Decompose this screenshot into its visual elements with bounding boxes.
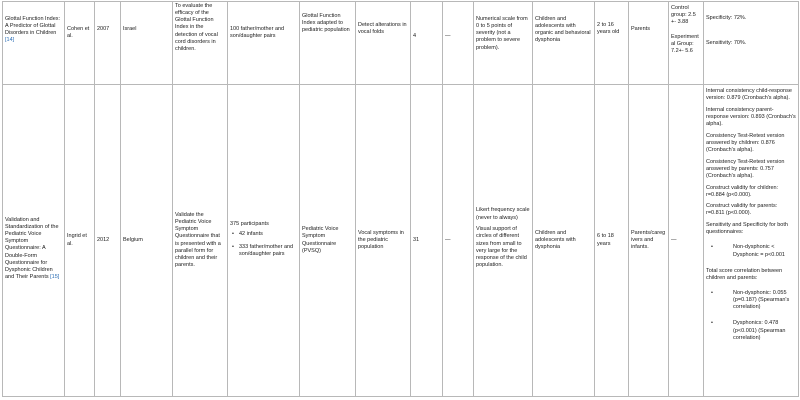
bullet-icon: • xyxy=(711,244,713,251)
year-cell: 2007 xyxy=(95,2,121,85)
study-title-cell xyxy=(3,2,65,85)
result-item: Sensitivity and Specificity for both questionnaires: xyxy=(706,222,788,236)
participants-count: 375 participants xyxy=(230,220,269,227)
study-title: Glottal Function Index: A Predictor of Glottal Disorders in Children xyxy=(5,16,61,37)
bullet-icon: • xyxy=(711,289,713,296)
result-item: Consistency Test-Retest version answered by children: 0.876 (Cronbach's alpha). xyxy=(706,132,785,153)
scale-likert: Likert frequency scale (never to always) xyxy=(476,207,530,221)
table-row xyxy=(3,2,799,85)
year-cell: 2012 xyxy=(95,85,121,397)
list-item xyxy=(706,290,796,311)
country-cell: Israel xyxy=(121,2,173,85)
participants-cell xyxy=(228,85,300,397)
respondent-cell: Parents xyxy=(629,2,669,85)
author-cell: Ingrid et al. xyxy=(65,85,95,397)
studies-table xyxy=(2,1,799,397)
study-title: Validation and Standardization of the Pediatric Voice Symptom Questionnaire: A Double-Form Questionnaire for Dysphonic Children and Their Parents xyxy=(5,216,59,280)
list-item: • 42 infants xyxy=(239,231,297,238)
instrument-cell: Pediatric Voice Symptom Questionnaire (PVSQ) xyxy=(300,85,356,397)
respondent-cell: Parents/caregivers and infants. xyxy=(629,85,669,397)
reference-link[interactable]: [14] xyxy=(5,37,15,44)
items-cell: 4 xyxy=(411,2,443,85)
participants-cell: 100 father/mother and son/daughter pairs xyxy=(228,2,300,85)
items-cell: 31 xyxy=(411,85,443,397)
author-cell: Cohen et al. xyxy=(65,2,95,85)
result-item: Construct validity for parents: r=0.811 (p<0.000). xyxy=(706,203,778,217)
scale-cell xyxy=(474,85,533,397)
scale-cell: Numerical scale from 0 to 5 points of severity (not a problem to severe problem). xyxy=(474,2,533,85)
list-item: • 333 father/mother and son/daughter pairs xyxy=(239,244,297,258)
instrument-cell: Glottal Function Index adapted to pediatric population xyxy=(300,2,356,85)
result-item: Internal consistency child-response version: 0.879 (Cronbach's alpha). xyxy=(706,88,792,102)
scores-cell: Control group: 2.5 +- 3.88 Experimental Group: 7.2+- 5.6 xyxy=(669,2,704,85)
dash-cell: — xyxy=(443,2,474,85)
participants-list xyxy=(230,231,297,258)
study-title-cell xyxy=(3,85,65,397)
scores-cell: — xyxy=(669,85,704,397)
result-item: Internal consistency parent-response version: 0.893 (Cronbach's alpha). xyxy=(706,106,796,128)
reference-link[interactable]: [15] xyxy=(50,273,60,280)
result-item: Total score correlation between children and parents: xyxy=(706,267,783,281)
dash-cell: — xyxy=(443,85,474,397)
purpose-cell: Detect alterations in vocal folds xyxy=(356,2,411,85)
list-item xyxy=(706,320,796,341)
result-bullet-text: Dysphonics: 0.478 (p<0.001) (Spearman correlation) xyxy=(733,320,786,341)
list-item xyxy=(706,244,796,258)
population-cell: Children and adolescents with organic and behavioral dysphonia xyxy=(533,2,595,85)
scale-visual: Visual support of circles of different sizes from small to very large for the response of the child population. xyxy=(476,226,527,268)
result-item: Consistency Test-Retest version answered by parents: 0.757 (Cronbach's alpha). xyxy=(706,158,785,179)
objective-cell: To evaluate the efficacy of the Glottal Function Index in the detection of vocal cord disorders in children. xyxy=(173,2,228,85)
bullet-icon: • xyxy=(711,320,713,327)
result-bullet-text: Non-dysphonic: 0.055 (p=0.187) (Spearman's correlation) xyxy=(733,289,790,311)
results-cell xyxy=(704,85,799,397)
age-cell: 6 to 18 years xyxy=(595,85,629,397)
age-cell: 2 to 16 years old xyxy=(595,2,629,85)
result-bullet-text: Non-dysphonic < Dysphonic = p<0.001 xyxy=(733,244,785,258)
population-cell: Children and adolescents with dysphonia xyxy=(533,85,595,397)
objective-cell: Validate the Pediatric Voice Symptom Questionnaire that is presented with a parallel form for children and their parents. xyxy=(173,85,228,397)
specificity-text: Specificity: 72%. xyxy=(706,15,747,21)
result-item: Construct validity for children: r=0.884 (p<0.000). xyxy=(706,184,779,198)
results-cell xyxy=(704,2,799,85)
table-row xyxy=(3,85,799,397)
purpose-cell: Vocal symptoms in the pediatric population xyxy=(356,85,411,397)
country-cell: Belgium xyxy=(121,85,173,397)
sensitivity-text: Sensitivity: 70%. xyxy=(706,40,747,47)
